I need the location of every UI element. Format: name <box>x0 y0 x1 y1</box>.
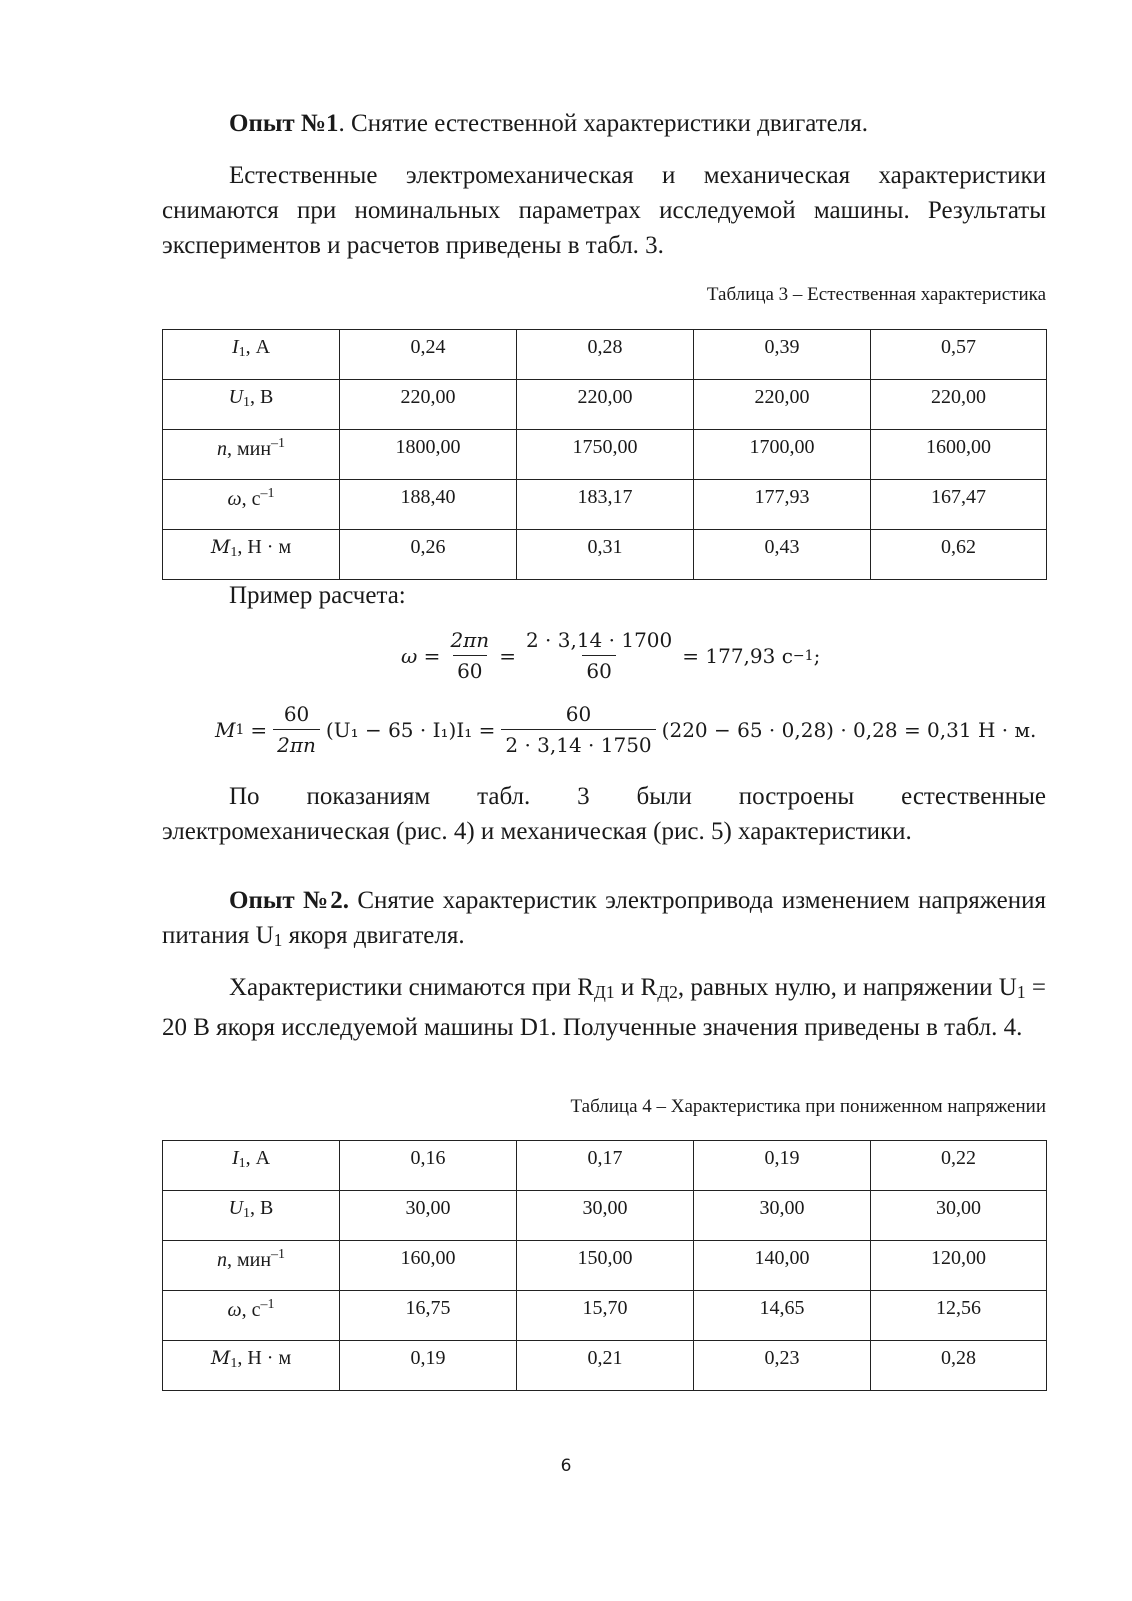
row-header <box>163 1291 340 1341</box>
table3 <box>162 329 1047 580</box>
example-label: Пример расчета: <box>229 582 406 609</box>
formula-moment-tail: (220 − 65 · 0,28) · 0,28 = 0,31 Н · м. <box>661 717 1037 742</box>
exp2-paragraph <box>162 970 1046 1045</box>
exp1-heading-text: . Снятие естественной характеристики двигателя. <box>338 110 868 137</box>
table4 <box>162 1140 1047 1391</box>
table-cell: 220,00 <box>340 380 517 430</box>
exp2-paragraph-a: Характеристики снимаются при R <box>229 974 594 1001</box>
row-header <box>163 1241 340 1291</box>
table-row <box>163 1141 1047 1191</box>
quantity-unit: , В <box>250 1197 274 1219</box>
quantity-symbol: n <box>216 438 227 460</box>
exp2-paragraph-sub1: Д1 <box>593 982 615 1002</box>
exp2-heading-sub: 1 <box>273 930 283 950</box>
table-cell: 1600,00 <box>871 430 1047 480</box>
row-header <box>163 530 340 580</box>
table-cell: 1700,00 <box>694 430 871 480</box>
table-cell: 14,65 <box>694 1291 871 1341</box>
table-cell: 0,22 <box>871 1141 1047 1191</box>
table-cell: 15,70 <box>517 1291 694 1341</box>
table-cell: 183,17 <box>517 480 694 530</box>
table-cell: 220,00 <box>871 380 1047 430</box>
exp2-paragraph-sub2: Д2 <box>657 982 678 1002</box>
formula-omega-tail: ; <box>813 643 821 668</box>
exp2-paragraph-b: и R <box>614 974 658 1001</box>
table-cell: 120,00 <box>871 1241 1047 1291</box>
quantity-symbol: M <box>210 536 231 558</box>
table-cell: 0,23 <box>694 1341 871 1391</box>
formula-omega-frac2-num: 2 · 3,14 · 1700 <box>525 628 673 652</box>
table-row <box>163 1341 1047 1391</box>
formula-moment-lhs-sub: 1 <box>235 721 245 738</box>
quantity-unit: , мин <box>226 438 272 460</box>
table-row <box>163 380 1047 430</box>
quantity-symbol: ω <box>227 1299 242 1321</box>
table-cell: 0,43 <box>694 530 871 580</box>
quantity-subscript: 1 <box>243 1206 251 1221</box>
table-cell: 1800,00 <box>340 430 517 480</box>
formula-omega-frac1 <box>446 628 493 683</box>
formula-omega-frac2-den: 60 <box>582 655 615 683</box>
formula-moment-frac1 <box>273 702 320 757</box>
table-cell: 0,24 <box>340 330 517 380</box>
exp2-paragraph-sub3: 1 <box>1016 982 1026 1002</box>
unit-superscript: –1 <box>271 1247 286 1262</box>
quantity-subscript: 1 <box>238 1156 246 1171</box>
exp1-heading-bold: Опыт №1 <box>229 110 339 137</box>
table-cell: 0,62 <box>871 530 1047 580</box>
formula-omega-eq: = <box>499 643 516 668</box>
quantity-symbol: n <box>216 1249 227 1271</box>
table-cell: 188,40 <box>340 480 517 530</box>
table-cell: 0,31 <box>517 530 694 580</box>
formula-moment-frac1-den: 2πn <box>273 729 320 757</box>
unit-superscript: –1 <box>271 436 286 451</box>
table-cell: 0,28 <box>871 1341 1047 1391</box>
quantity-symbol: ω <box>227 488 242 510</box>
table-row <box>163 1191 1047 1241</box>
quantity-unit: , А <box>245 1147 271 1169</box>
quantity-unit: , Н · м <box>237 1347 292 1369</box>
table-cell: 12,56 <box>871 1291 1047 1341</box>
quantity-subscript: 1 <box>243 395 251 410</box>
table-row <box>163 480 1047 530</box>
quantity-unit: , с <box>241 488 261 510</box>
quantity-unit: , Н · м <box>237 536 292 558</box>
table-cell: 140,00 <box>694 1241 871 1291</box>
exp2-heading-end: якоря двигателя. <box>282 922 465 949</box>
quantity-unit: , В <box>250 386 274 408</box>
table-cell: 177,93 <box>694 480 871 530</box>
formula-omega-result-sup: −1 <box>792 647 814 664</box>
formula-omega-frac1-den: 60 <box>453 655 486 683</box>
table4-caption: Таблица 4 – Характеристика при пониженном напряжении <box>570 1096 1046 1117</box>
table-cell: 0,26 <box>340 530 517 580</box>
exp2-paragraph-d: = 20 В якоря исследуемой машины D1. Полученные значения приведены в табл. 4. <box>162 974 1046 1041</box>
formula-moment-mid: (U₁ − 65 · I₁)I₁ = <box>325 717 496 742</box>
row-header <box>163 1141 340 1191</box>
row-header <box>163 430 340 480</box>
formula-omega <box>401 628 820 683</box>
table-row <box>163 1291 1047 1341</box>
table-row <box>163 330 1047 380</box>
table-cell: 150,00 <box>517 1241 694 1291</box>
formula-moment-frac1-num: 60 <box>283 702 310 726</box>
quantity-subscript: 1 <box>230 1356 238 1371</box>
quantity-subscript: 1 <box>238 345 246 360</box>
table-row <box>163 430 1047 480</box>
table-cell: 220,00 <box>694 380 871 430</box>
after-example-line1: По показаниям табл. 3 были построены естественные <box>229 783 1046 810</box>
table-cell: 1750,00 <box>517 430 694 480</box>
formula-omega-frac2 <box>522 628 676 683</box>
quantity-symbol: U <box>228 1197 244 1219</box>
table-row <box>163 530 1047 580</box>
formula-omega-result: = 177,93 с <box>682 643 793 668</box>
formula-moment-eq: = <box>250 717 268 742</box>
unit-superscript: –1 <box>260 486 275 501</box>
formula-moment-lhs: M <box>215 717 236 742</box>
formula-moment-frac2-num: 60 <box>565 702 592 726</box>
row-header <box>163 1341 340 1391</box>
table-cell: 0,57 <box>871 330 1047 380</box>
table-cell: 30,00 <box>694 1191 871 1241</box>
exp2-paragraph-c: , равных нулю, и напряжении U <box>677 974 1017 1001</box>
formula-omega-lhs: ω = <box>401 643 441 668</box>
formula-moment-frac2 <box>501 702 655 757</box>
table-cell: 160,00 <box>340 1241 517 1291</box>
row-header <box>163 1191 340 1241</box>
quantity-subscript: 1 <box>230 545 238 560</box>
table-cell: 30,00 <box>340 1191 517 1241</box>
table-cell: 220,00 <box>517 380 694 430</box>
quantity-symbol: I <box>231 336 239 358</box>
formula-moment <box>215 702 1036 757</box>
row-header <box>163 330 340 380</box>
table-cell: 167,47 <box>871 480 1047 530</box>
table-cell: 0,39 <box>694 330 871 380</box>
quantity-symbol: M <box>210 1347 231 1369</box>
table-cell: 0,17 <box>517 1141 694 1191</box>
quantity-symbol: U <box>228 386 244 408</box>
exp2-heading-bold: Опыт №2. <box>229 887 349 914</box>
quantity-unit: , А <box>245 336 271 358</box>
table-cell: 0,21 <box>517 1341 694 1391</box>
row-header <box>163 380 340 430</box>
quantity-unit: , с <box>241 1299 261 1321</box>
unit-superscript: –1 <box>260 1297 275 1312</box>
quantity-unit: , мин <box>226 1249 272 1271</box>
exp1-paragraph: Естественные электромеханическая и механическая характеристики снимаются при номинальных параметрах исследуемой машины. Результаты экспериментов и расчетов приведены в табл. 3. <box>162 162 1046 259</box>
exp2-heading <box>162 883 1046 958</box>
table-cell: 0,16 <box>340 1141 517 1191</box>
table-cell: 0,19 <box>694 1141 871 1191</box>
formula-omega-frac1-num: 2πn <box>450 628 490 652</box>
page-number: 6 <box>560 1456 572 1476</box>
table-cell: 16,75 <box>340 1291 517 1341</box>
table-cell: 30,00 <box>871 1191 1047 1241</box>
after-example-line2: электромеханическая (рис. 4) и механическая (рис. 5) характеристики. <box>162 818 912 845</box>
quantity-symbol: I <box>231 1147 239 1169</box>
table3-caption: Таблица 3 – Естественная характеристика <box>706 284 1046 305</box>
row-header <box>163 480 340 530</box>
table-cell: 0,19 <box>340 1341 517 1391</box>
table-cell: 0,28 <box>517 330 694 380</box>
table-row <box>163 1241 1047 1291</box>
formula-moment-frac2-den: 2 · 3,14 · 1750 <box>501 729 655 757</box>
table-cell: 30,00 <box>517 1191 694 1241</box>
exp1-heading <box>162 106 1046 141</box>
exp2-heading-text: Снятие характеристик электропривода изменением напряжения питания U <box>162 887 1046 949</box>
